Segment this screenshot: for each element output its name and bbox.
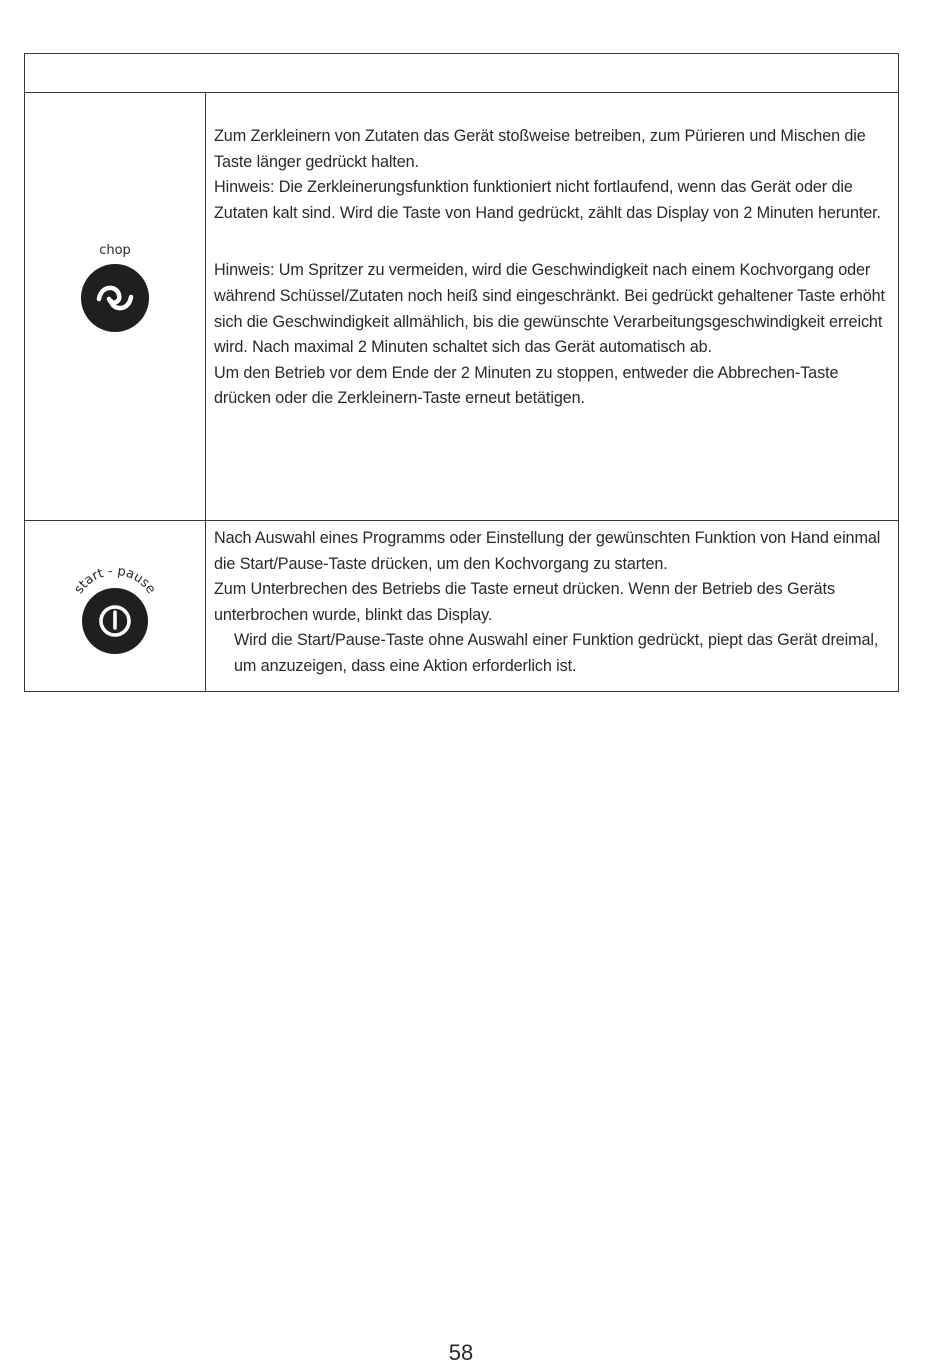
table-header-row [25, 54, 898, 92]
chop-button-graphic [65, 241, 165, 341]
chop-paragraph-3: Hinweis: Um Spritzer zu vermeiden, wird die Geschwindigkeit nach einem Kochvorgang oder während Schüssel/Zutaten noch heiß sind eingeschränkt. Bei gedrückt gehaltener Taste erhöht sich die Geschwindigkeit allmählich, bis die gewünschte Verarbeitungsgeschwindigkeit erreicht wird. Nach maximal 2 Minuten schaltet sich das Gerät automatisch ab. [214, 261, 885, 357]
start-pause-icon-cell [25, 521, 206, 691]
start-pause-button-graphic [65, 557, 165, 657]
start-pause-paragraph-1: Nach Auswahl eines Programms oder Einstellung der gewünschten Funktion von Hand einmal die Start/Pause-Taste drücken, um den Kochvorgang zu starten. [214, 529, 881, 573]
chop-button-label: chop [99, 243, 131, 258]
chop-icon [81, 264, 149, 332]
start-pause-paragraph-3: Wird die Start/Pause-Taste ohne Auswahl einer Funktion gedrückt, piept das Gerät dreimal, um anzuzeigen, dass eine Aktion erforderlich ist. [234, 631, 879, 675]
start-pause-button-label: start - pause [71, 563, 159, 597]
start-pause-paragraph-2: Zum Unterbrechen des Betriebs die Taste erneut drücken. Wenn der Betrieb des Geräts unterbrochen wurde, blinkt das Display. [214, 580, 835, 624]
chop-icon-cell [25, 93, 206, 520]
table-row-start-pause [25, 520, 898, 691]
chop-paragraph-1: Zum Zerkleinern von Zutaten das Gerät stoßweise betreiben, zum Pürieren und Mischen die Taste länger gedrückt halten. [214, 127, 866, 171]
chop-paragraph-4: Um den Betrieb vor dem Ende der 2 Minuten zu stoppen, entweder die Abbrechen-Taste drücken oder die Zerkleinern-Taste erneut betätigen. [214, 363, 839, 408]
table-row-chop [25, 92, 898, 520]
start-pause-description [206, 521, 898, 691]
chop-paragraph-2: Hinweis: Die Zerkleinerungsfunktion funktioniert nicht fortlaufend, wenn das Gerät oder die Zutaten kalt sind. Wird die Taste von Hand gedrückt, zählt das Display von 2 Minuten herunter. [214, 178, 881, 222]
chop-description [206, 93, 898, 520]
page-number: 58 [448, 1340, 474, 1365]
instruction-table [24, 53, 899, 692]
